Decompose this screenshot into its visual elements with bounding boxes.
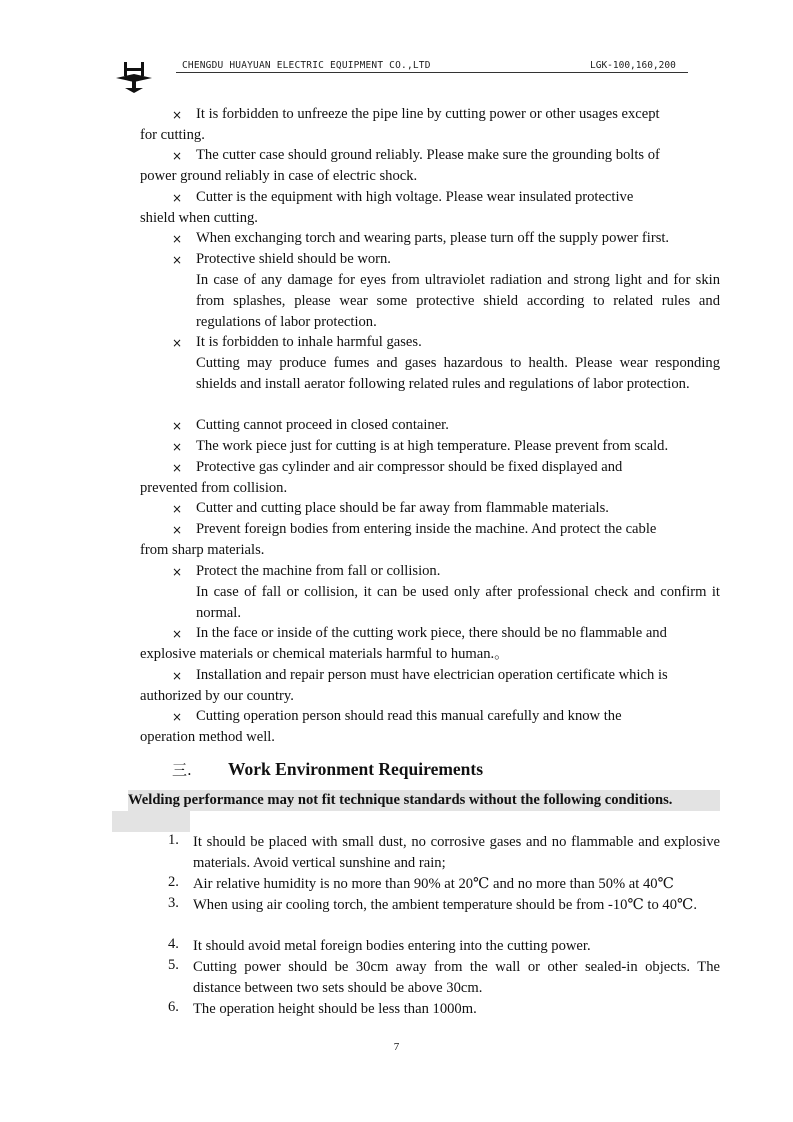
safety-item-continuation: prevented from collision.	[140, 480, 288, 496]
safety-item: The work piece just for cutting is at high temperature. Please prevent from scald.	[196, 438, 669, 454]
safety-item-detail: Cutting may produce fumes and gases hazardous to health. Please wear responding shields and install aerator following related rules and regulations of labor protection.	[196, 355, 720, 392]
bullet-x-icon: ×	[172, 565, 183, 579]
bullet-x-icon: ×	[172, 627, 183, 641]
safety-item: Protect the machine from fall or collision.	[196, 563, 441, 579]
safety-item-continuation: from sharp materials.	[140, 542, 265, 558]
safety-item-continuation: authorized by our country.	[140, 688, 294, 704]
list-number: 1.	[168, 832, 179, 848]
list-number: 5.	[168, 957, 179, 973]
safety-item-continuation: explosive materials or chemical materials harmful to human.。	[140, 646, 509, 662]
safety-item-first-line: Prevent foreign bodies from entering inside the machine. And protect the cable	[196, 521, 657, 537]
bullet-x-icon: ×	[172, 523, 183, 537]
requirement-item: It should be placed with small dust, no corrosive gases and no flammable and explosive materials. Avoid vertical sunshine and rain;	[193, 834, 720, 871]
section-heading	[172, 759, 483, 780]
list-number: 2.	[168, 874, 179, 890]
requirement-item: Air relative humidity is no more than 90% at 20℃ and no more than 50% at 40℃	[193, 876, 674, 892]
bullet-x-icon: ×	[172, 419, 183, 433]
bullet-x-icon: ×	[172, 502, 183, 516]
safety-item-first-line: Cutter is the equipment with high voltage. Please wear insulated protective	[196, 189, 634, 205]
header-model: LGK-100,160,200	[590, 60, 676, 71]
list-number: 4.	[168, 936, 179, 952]
highlight-text: Welding performance may not fit technique standards without the following conditions.	[128, 792, 673, 808]
page-number: 7	[393, 1041, 400, 1053]
section-title: Work Environment Requirements	[228, 759, 484, 779]
bullet-x-icon: ×	[172, 710, 183, 724]
safety-item: Cutting cannot proceed in closed container.	[196, 417, 449, 433]
bullet-x-icon: ×	[172, 253, 183, 267]
safety-item: It is forbidden to inhale harmful gases.	[196, 334, 422, 350]
section-number: 三.	[172, 761, 192, 779]
requirement-item: It should avoid metal foreign bodies entering into the cutting power.	[193, 938, 591, 954]
safety-item-continuation: power ground reliably in case of electric shock.	[140, 168, 418, 184]
safety-item-detail: In case of any damage for eyes from ultraviolet radiation and strong light and for skin from splashes, please wear some protective shield according to related rules and regulations of labor protection.	[196, 272, 720, 330]
list-number: 3.	[168, 895, 179, 911]
bullet-x-icon: ×	[172, 336, 183, 350]
bullet-x-icon: ×	[172, 108, 183, 122]
bullet-x-icon: ×	[172, 149, 183, 163]
bullet-x-icon: ×	[172, 440, 183, 454]
bullet-x-icon: ×	[172, 669, 183, 683]
header-company: CHENGDU HUAYUAN ELECTRIC EQUIPMENT CO.,LTD	[182, 60, 431, 71]
safety-item-first-line: In the face or inside of the cutting work piece, there should be no flammable and	[196, 625, 667, 641]
safety-item-first-line: Protective gas cylinder and air compressor should be fixed displayed and	[196, 459, 623, 475]
requirement-item: The operation height should be less than 1000m.	[193, 1001, 477, 1017]
safety-item-first-line: It is forbidden to unfreeze the pipe line by cutting power or other usages except	[196, 106, 660, 122]
safety-item-continuation: shield when cutting.	[140, 210, 258, 226]
bullet-x-icon: ×	[172, 461, 183, 475]
safety-item-first-line: Installation and repair person must have electrician operation certificate which is	[196, 667, 668, 683]
page-header	[112, 52, 692, 92]
safety-item-continuation: for cutting.	[140, 127, 205, 143]
bullet-x-icon: ×	[172, 232, 183, 246]
highlight-bg	[112, 811, 190, 832]
safety-item-continuation: operation method well.	[140, 729, 275, 745]
safety-item-first-line: The cutter case should ground reliably. Please make sure the grounding bolts of	[196, 147, 660, 163]
requirement-item: When using air cooling torch, the ambient temperature should be from -10℃ to 40℃.	[193, 897, 697, 913]
header-rule	[176, 72, 688, 73]
bullet-x-icon: ×	[172, 191, 183, 205]
safety-item: Protective shield should be worn.	[196, 251, 391, 267]
safety-item-first-line: Cutting operation person should read this manual carefully and know the	[196, 708, 622, 724]
company-logo-icon	[112, 58, 156, 94]
safety-item-detail: In case of fall or collision, it can be used only after professional check and confirm it normal.	[196, 584, 720, 621]
safety-item: Cutter and cutting place should be far away from flammable materials.	[196, 500, 609, 516]
list-number: 6.	[168, 999, 179, 1015]
safety-item: When exchanging torch and wearing parts, please turn off the supply power first.	[196, 230, 670, 246]
highlight-note	[112, 790, 720, 811]
requirement-item: Cutting power should be 30cm away from the wall or other sealed-in objects. The distance between two sets should be above 30cm.	[193, 959, 720, 996]
